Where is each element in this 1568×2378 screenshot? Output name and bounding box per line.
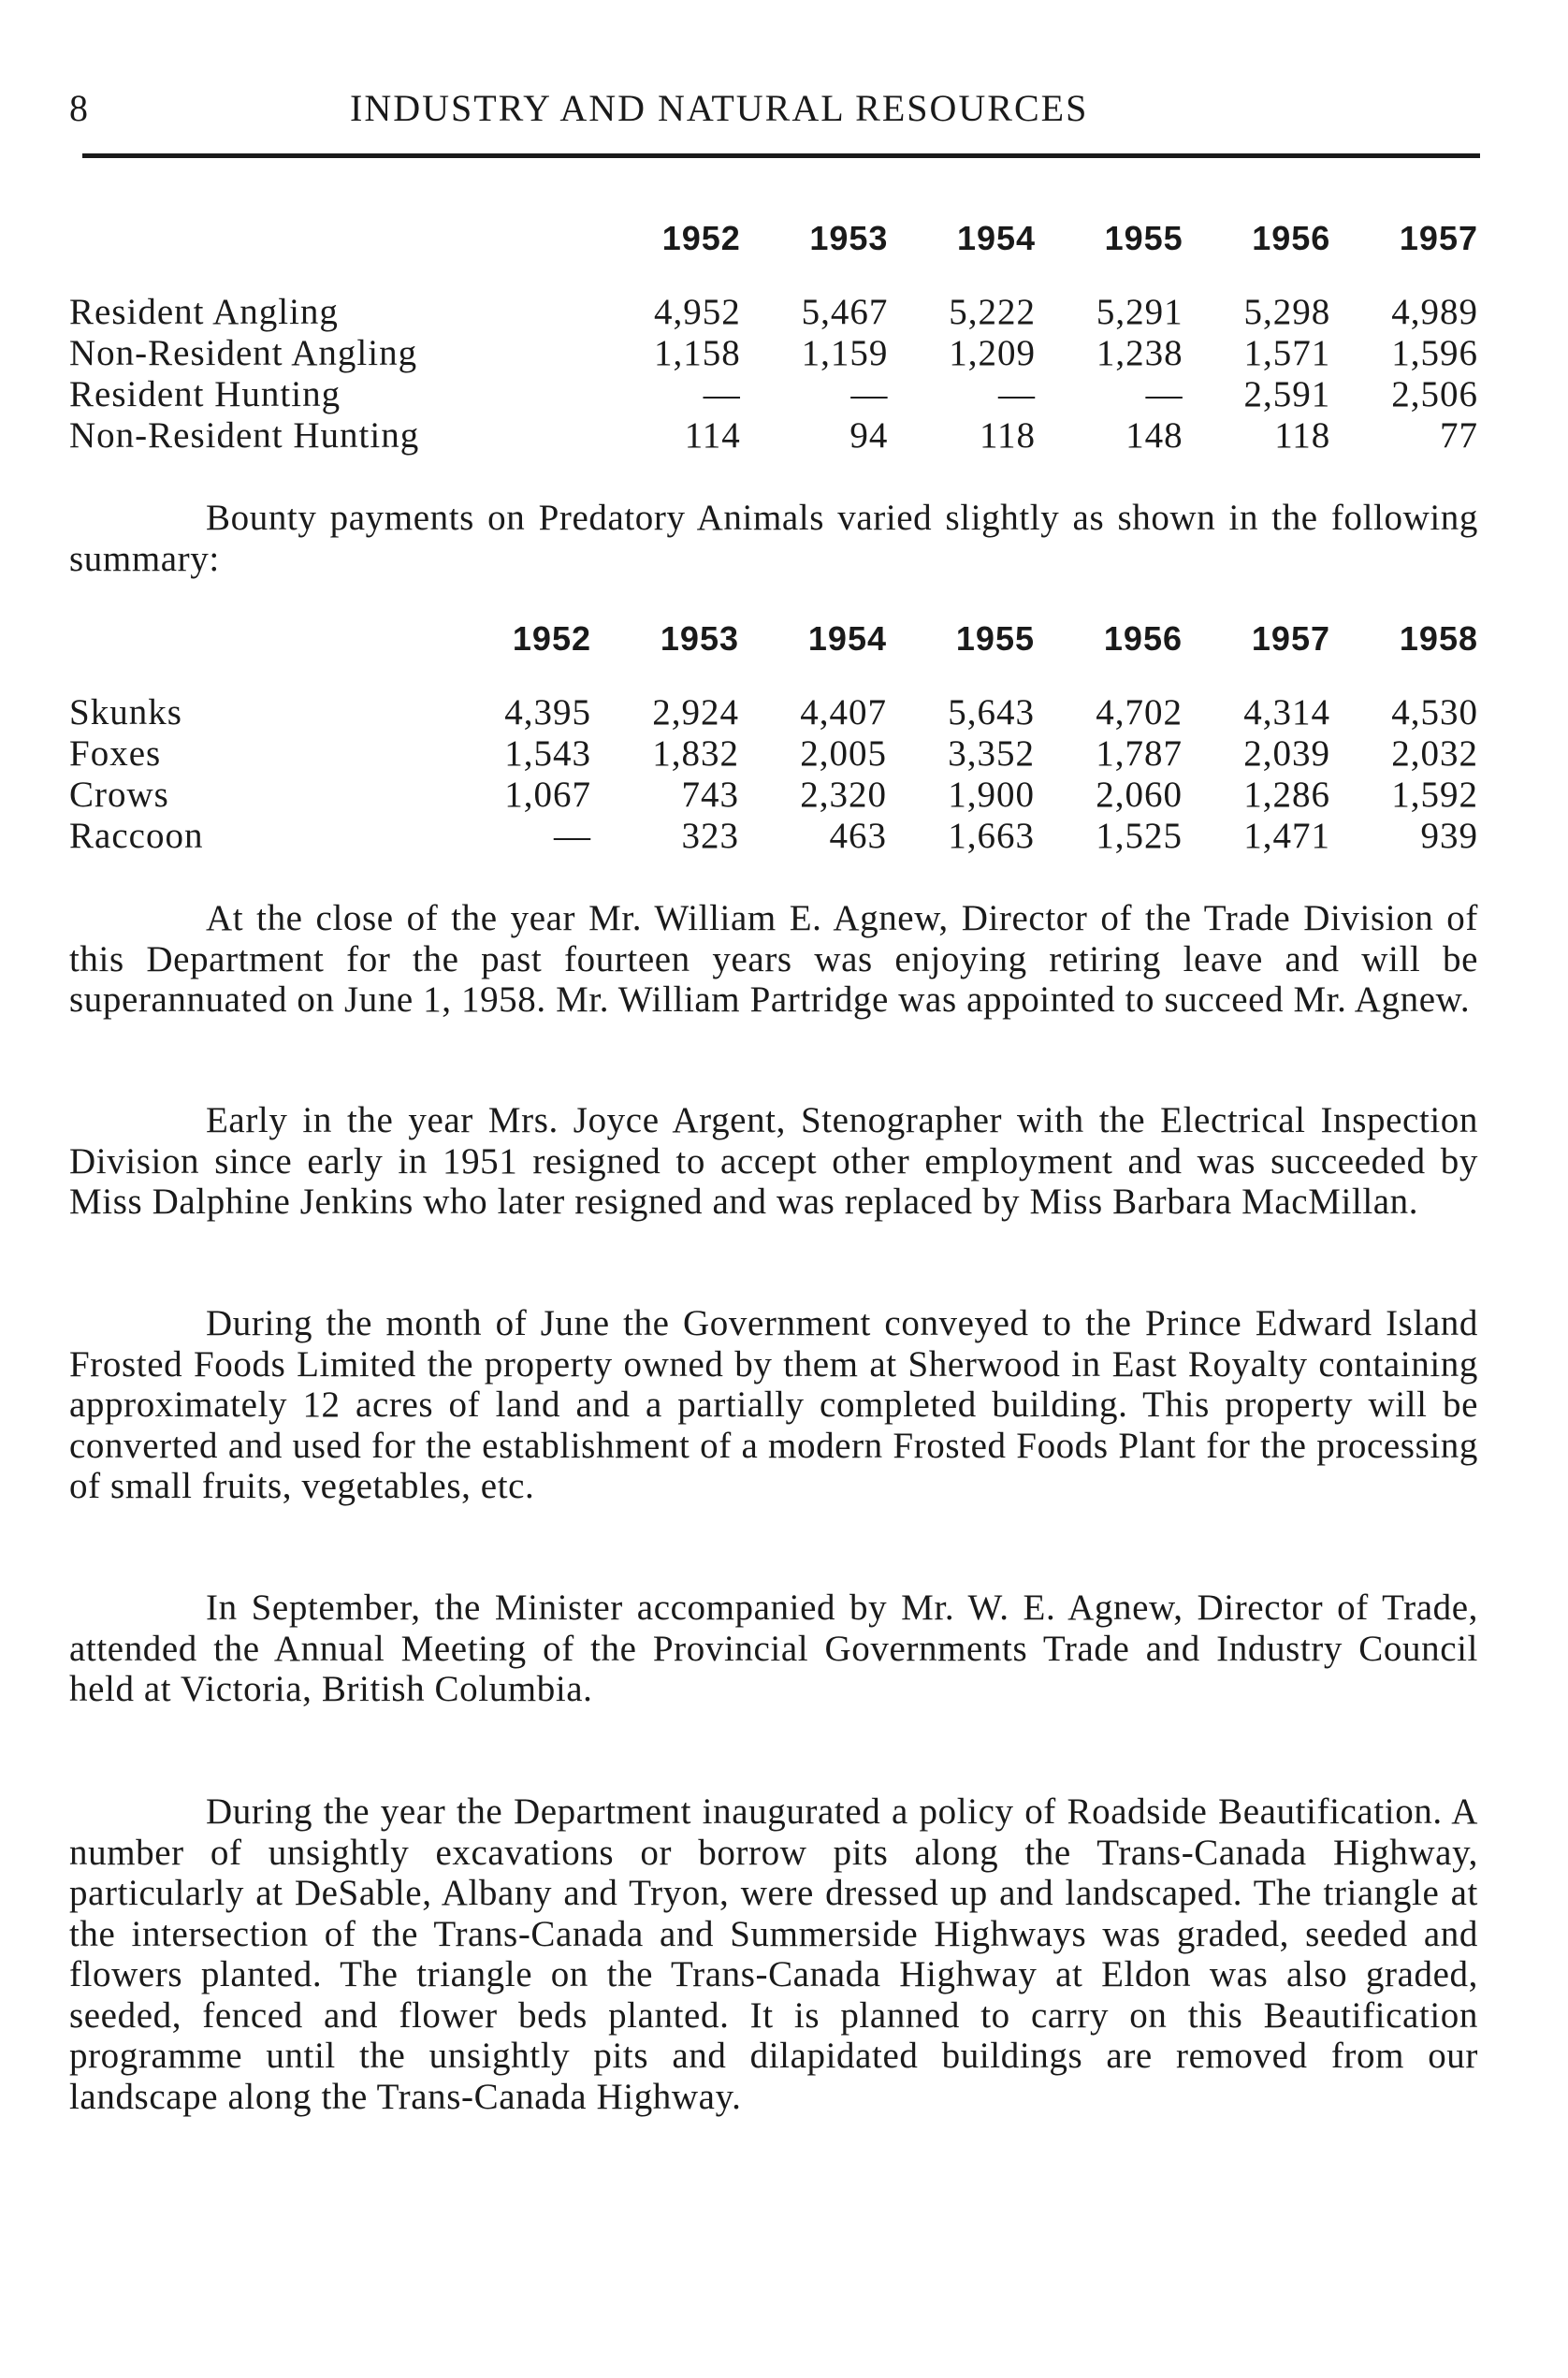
table-row	[69, 292, 1478, 333]
column-header-year: 1953	[809, 219, 889, 257]
paragraph-agnew-retirement	[69, 898, 1478, 1021]
table-cell: 2,320	[800, 775, 887, 815]
row-label: Raccoon	[69, 816, 204, 856]
table-cell: 1,159	[801, 333, 889, 373]
bounty-intro-text: Bounty payments on Predatory Animals varied slightly as shown in the following summary:	[69, 498, 1478, 579]
column-header-year: 1954	[956, 219, 1037, 257]
column-header-year: 1954	[807, 619, 887, 658]
row-label: Foxes	[69, 733, 162, 774]
column-header-year: 1956	[1252, 219, 1331, 257]
paragraph-frosted-foods	[69, 1303, 1478, 1507]
table-cell: 3,352	[948, 733, 1035, 774]
column-header-year: 1953	[660, 619, 739, 658]
table-cell: 1,571	[1243, 333, 1331, 373]
table-cell: —	[1145, 374, 1183, 414]
table-cell: 1,596	[1391, 333, 1478, 373]
table-row	[69, 333, 1478, 374]
table-cell: 1,787	[1096, 733, 1183, 774]
table-cell: —	[850, 374, 889, 414]
row-label: Non-Resident Hunting	[69, 415, 420, 456]
table-cell: 148	[1125, 415, 1183, 456]
column-header-blank	[69, 219, 593, 292]
paragraph-trade-council	[69, 1588, 1478, 1710]
table-cell: 4,314	[1243, 692, 1330, 732]
table-cell: 323	[681, 816, 739, 856]
table-cell: 1,832	[652, 733, 739, 774]
header-rule	[82, 153, 1480, 158]
table-cell: 1,067	[504, 775, 591, 815]
column-header-year: 1957	[1251, 619, 1330, 658]
table-cell: 2,591	[1243, 374, 1331, 414]
column-header-year: 1952	[512, 619, 591, 658]
table-cell: 4,407	[800, 692, 887, 732]
table-cell: 5,298	[1243, 292, 1331, 332]
table-row	[69, 775, 1478, 816]
table-cell: 1,471	[1243, 816, 1330, 856]
table-cell: 4,989	[1391, 292, 1478, 332]
table-cell: 2,060	[1096, 775, 1183, 815]
table-cell: 118	[979, 415, 1037, 456]
table-cell: 2,924	[652, 692, 739, 732]
table-cell: —	[998, 374, 1037, 414]
bounty-table	[69, 619, 1478, 857]
table-cell: 2,506	[1391, 374, 1478, 414]
row-label: Resident Angling	[69, 292, 339, 332]
table-header-row	[69, 219, 1478, 292]
table-cell: 4,952	[654, 292, 741, 332]
row-label: Non-Resident Angling	[69, 333, 418, 373]
row-label: Resident Hunting	[69, 374, 341, 414]
paragraph-text: During the year the Department inaugurated a policy of Roadside Beautification. A number of unsightly excavations or borrow pits along the Trans-Canada Highway, particularly at DeSable, Albany and Tryon, were dressed up and landscaped. The triangle at the intersection of the Trans-Canada and Summerside Highways was graded, seeded and flowers planted. The triangle on the Trans-Canada Highway at Eldon was also graded, seeded, fenced and flower beds planted. It is planned to carry on this Beautification programme until the unsightly pits and dilapidated buildings are removed from our landscape along the Trans-Canada Highway.	[69, 1791, 1478, 2117]
table-cell: 5,291	[1096, 292, 1183, 332]
table-cell: 1,158	[654, 333, 741, 373]
table-cell: 1,543	[504, 733, 591, 774]
table-cell: 2,005	[800, 733, 887, 774]
column-header-year: 1955	[955, 619, 1035, 658]
table-cell: 5,643	[948, 692, 1035, 732]
table-cell: 1,286	[1243, 775, 1330, 815]
table-cell: 4,702	[1096, 692, 1183, 732]
table-cell: 1,900	[948, 775, 1035, 815]
column-header-blank	[69, 619, 443, 692]
paragraph-text: In September, the Minister accompanied by Mr. W. E. Agnew, Director of Trade, attended the Annual Meeting of the Provincial Governments Trade and Industry Council held at Victoria, British Columbia.	[69, 1588, 1478, 1709]
table-header-row	[69, 619, 1478, 692]
paragraph-text: Early in the year Mrs. Joyce Argent, Stenographer with the Electrical Inspection Division since early in 1951 resigned to accept other employment and was succeeded by Miss Dalphine Jenkins who later resigned and was replaced by Miss Barbara MacMillan.	[69, 1100, 1478, 1222]
table-cell: 77	[1440, 415, 1478, 456]
table-cell: 114	[684, 415, 741, 456]
column-header-year: 1956	[1103, 619, 1183, 658]
table-cell: 1,209	[949, 333, 1037, 373]
table-row	[69, 692, 1478, 733]
table-cell: 743	[681, 775, 739, 815]
paragraph-text: At the close of the year Mr. William E. Agnew, Director of the Trade Division of this Department for the past fourteen years was enjoying retiring leave and will be superannuated on June 1, 1958. Mr. William Partridge was appointed to succeed Mr. Agnew.	[69, 898, 1478, 1020]
paragraph-text: During the month of June the Government conveyed to the Prince Edward Island Frosted Foods Limited the property owned by them at Sherwood in East Royalty containing approximately 12 acres of land and a partially completed building. This property will be converted and used for the establishment of a modern Frosted Foods Plant for the processing of small fruits, vegetables, etc.	[69, 1303, 1478, 1506]
table-cell: 1,238	[1096, 333, 1183, 373]
column-header-year: 1952	[661, 219, 741, 257]
table-row	[69, 733, 1478, 775]
column-header-year: 1955	[1104, 219, 1183, 257]
table-cell: —	[554, 816, 591, 856]
table-cell: 463	[829, 816, 887, 856]
column-header-year: 1958	[1399, 619, 1478, 658]
paragraph-roadside-beautification	[69, 1791, 1478, 2117]
table-cell: 4,530	[1391, 692, 1478, 732]
page-number: 8	[69, 87, 89, 129]
table-cell: 94	[849, 415, 889, 456]
table-cell: 2,032	[1391, 733, 1478, 774]
row-label: Crows	[69, 775, 169, 815]
table-cell: 118	[1274, 415, 1331, 456]
row-label: Skunks	[69, 692, 182, 732]
table-cell: 5,467	[801, 292, 889, 332]
column-header-year: 1957	[1399, 219, 1478, 257]
table-cell: 1,525	[1096, 816, 1183, 856]
table-cell: —	[703, 374, 741, 414]
table-cell: 5,222	[949, 292, 1037, 332]
table-row	[69, 374, 1478, 415]
table-cell: 939	[1420, 816, 1478, 856]
running-head-title: INDUSTRY AND NATURAL RESOURCES	[350, 87, 1089, 129]
running-head	[69, 86, 1478, 133]
table-cell: 1,663	[948, 816, 1035, 856]
table-cell: 4,395	[504, 692, 591, 732]
table-row	[69, 415, 1478, 457]
table-row	[69, 816, 1478, 857]
licence-table	[69, 219, 1478, 457]
table-cell: 1,592	[1391, 775, 1478, 815]
table-cell: 2,039	[1243, 733, 1330, 774]
paragraph-staff-changes	[69, 1100, 1478, 1223]
bounty-intro-paragraph	[69, 498, 1478, 579]
